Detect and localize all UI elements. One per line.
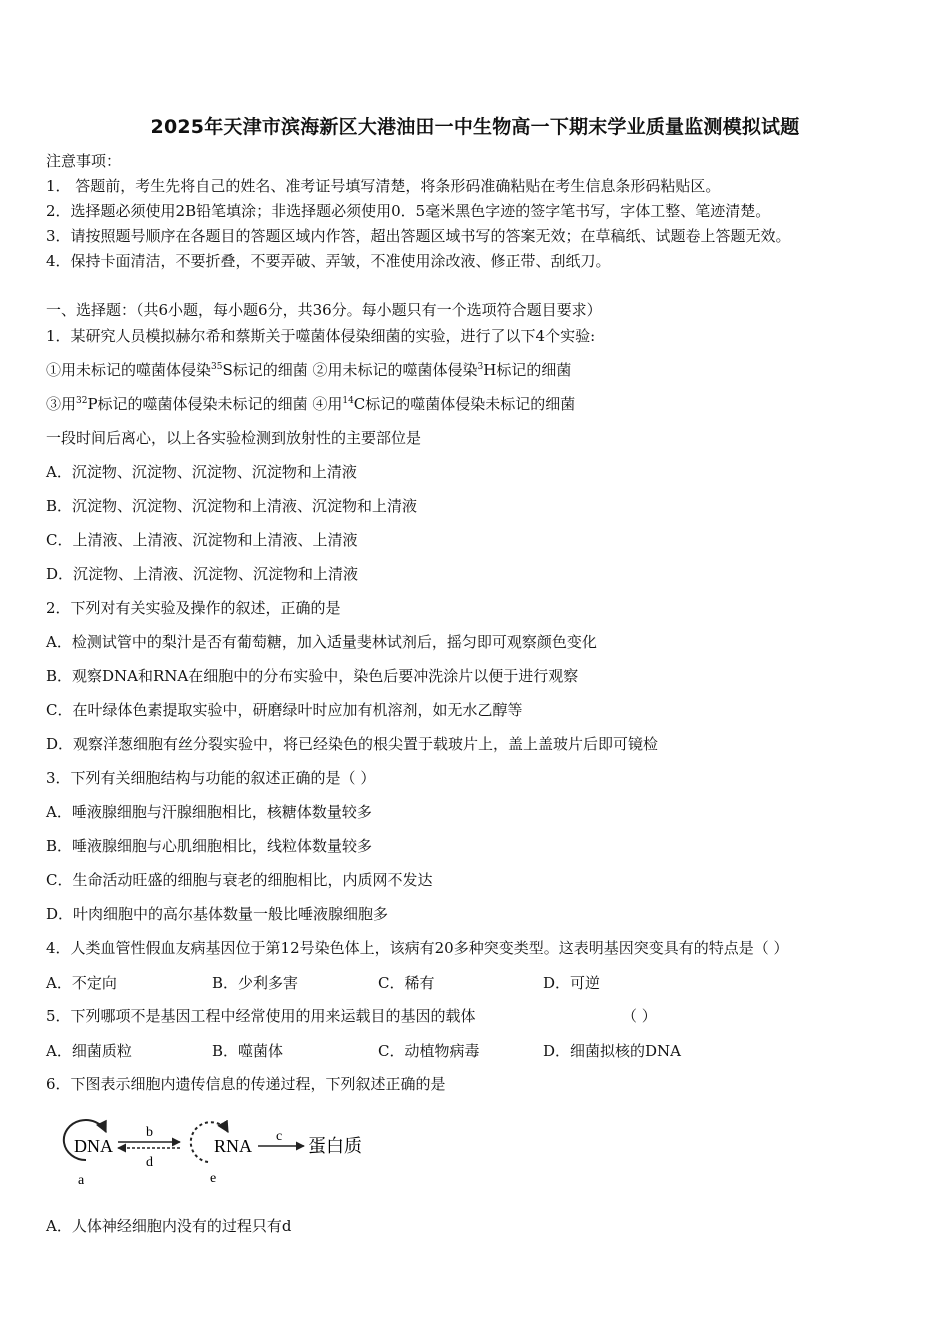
q2-option-a: A．检测试管中的梨汁是否有葡萄糖，加入适量斐林试剂后，摇匀即可观察颜色变化 bbox=[46, 633, 597, 651]
q2-option-c: C．在叶绿体色素提取实验中，研磨绿叶时应加有机溶剂，如无水乙醇等 bbox=[46, 701, 523, 719]
q3-option-a: A．唾液腺细胞与汗腺细胞相比，核糖体数量较多 bbox=[46, 803, 372, 821]
q4-option-a: A．不定向 bbox=[46, 974, 117, 992]
q1-option-d: D．沉淀物、上清液、沉淀物、沉淀物和上清液 bbox=[46, 565, 359, 583]
q5-stem: 5．下列哪项不是基因工程中经常使用的用来运载目的基因的载体 bbox=[46, 1007, 476, 1025]
q3-option-b: B．唾液腺细胞与心肌细胞相比，线粒体数量较多 bbox=[46, 837, 373, 855]
q4-stem: 4．人类血管性假血友病基因位于第12号染色体上，该病有20多种突变类型。这表明基因突变具有的特点是（ ） bbox=[46, 939, 789, 957]
q5-option-a: A．细菌质粒 bbox=[46, 1042, 132, 1060]
q1-option-a: A．沉淀物、沉淀物、沉淀物、沉淀物和上清液 bbox=[46, 463, 357, 481]
q3-stem: 3．下列有关细胞结构与功能的叙述正确的是（ ） bbox=[46, 769, 376, 787]
q1-exp1-pre: ①用未标记的噬菌体侵染 bbox=[46, 361, 212, 379]
protein-label: 蛋白质 bbox=[308, 1136, 362, 1157]
q4-option-d: D．可逆 bbox=[543, 974, 601, 992]
q5-paren: （ ） bbox=[622, 1007, 657, 1025]
q1-exp-1 bbox=[46, 360, 571, 380]
q1-exp2-end: C标记的噬菌体侵染未标记的细菌 bbox=[353, 395, 576, 413]
notice-item-1: 1． 答题前，考生先将自己的姓名、准考证号填写清楚，将条形码准确粘贴在考生信息条形码粘贴区。 bbox=[46, 177, 721, 195]
rna-label: RNA bbox=[214, 1136, 253, 1156]
q1-exp2-sup: 32 bbox=[76, 396, 88, 406]
q1-exp-2 bbox=[46, 394, 575, 414]
q1-option-c: C．上清液、上清液、沉淀物和上清液、上清液 bbox=[46, 531, 358, 549]
q2-stem: 2．下列对有关实验及操作的叙述，正确的是 bbox=[46, 599, 341, 617]
notice-item-3: 3．请按照题号顺序在各题目的答题区域内作答，超出答题区域书写的答案无效；在草稿纸、试题卷上答题无效。 bbox=[46, 227, 791, 245]
q3-option-c: C．生命活动旺盛的细胞与衰老的细胞相比，内质网不发达 bbox=[46, 871, 433, 889]
q6-option-a: A．人体神经细胞内没有的过程只有d bbox=[46, 1217, 292, 1235]
label-a: a bbox=[78, 1173, 85, 1188]
q3-option-d: D．叶肉细胞中的高尔基体数量一般比唾液腺细胞多 bbox=[46, 905, 389, 923]
q2-option-d: D．观察洋葱细胞有丝分裂实验中，将已经染色的根尖置于载玻片上，盖上盖玻片后即可镜检 bbox=[46, 735, 659, 753]
notice-heading: 注意事项： bbox=[46, 152, 122, 170]
genetic-info-flow-diagram bbox=[46, 1110, 386, 1190]
q1-option-b: B．沉淀物、沉淀物、沉淀物和上清液、沉淀物和上清液 bbox=[46, 497, 418, 515]
q1-exp1-sup: 35 bbox=[211, 362, 223, 372]
q5-option-c: C．动植物病毒 bbox=[378, 1042, 480, 1060]
q1-exp2-sup2: 14 bbox=[342, 396, 354, 406]
dna-label: DNA bbox=[74, 1136, 113, 1156]
label-d: d bbox=[146, 1155, 153, 1170]
notice-item-2: 2．选择题必须使用2B铅笔填涂；非选择题必须使用0．5毫米黑色字迹的签字笔书写，字体工整、笔迹清楚。 bbox=[46, 202, 771, 220]
q4-option-c: C．稀有 bbox=[378, 974, 435, 992]
notice-item-4: 4．保持卡面清洁，不要折叠，不要弄破、弄皱，不准使用涂改液、修正带、刮纸刀。 bbox=[46, 252, 611, 270]
label-b: b bbox=[146, 1125, 153, 1140]
q1-exp2-post: P标记的噬菌体侵染未标记的细菌 ④用 bbox=[87, 395, 343, 413]
q1-exp2-pre: ③用 bbox=[46, 395, 77, 413]
q1-exp1-end: H标记的细菌 bbox=[483, 361, 572, 379]
q1-question: 一段时间后离心，以上各实验检测到放射性的主要部位是 bbox=[46, 429, 422, 447]
q5-option-d: D．细菌拟核的DNA bbox=[543, 1042, 682, 1060]
q1-exp1-sup2: 3 bbox=[477, 362, 484, 372]
section-heading: 一、选择题：（共6小题，每小题6分，共36分。每小题只有一个选项符合题目要求） bbox=[46, 301, 602, 319]
label-c: c bbox=[276, 1129, 283, 1144]
q1-stem: 1．某研究人员模拟赫尔希和蔡斯关于噬菌体侵染细菌的实验，进行了以下4个实验: bbox=[46, 327, 596, 345]
q4-option-b: B．少利多害 bbox=[212, 974, 299, 992]
q1-exp1-post: S标记的细菌 ②用未标记的噬菌体侵染 bbox=[222, 361, 478, 379]
q5-option-b: B．噬菌体 bbox=[212, 1042, 284, 1060]
page-title: 2025年天津市滨海新区大港油田一中生物高一下期末学业质量监测模拟试题 bbox=[150, 116, 800, 138]
q6-stem: 6．下图表示细胞内遗传信息的传递过程，下列叙述正确的是 bbox=[46, 1075, 446, 1093]
q2-option-b: B．观察DNA和RNA在细胞中的分布实验中，染色后要冲洗涂片以便于进行观察 bbox=[46, 667, 579, 685]
label-e: e bbox=[210, 1171, 217, 1186]
